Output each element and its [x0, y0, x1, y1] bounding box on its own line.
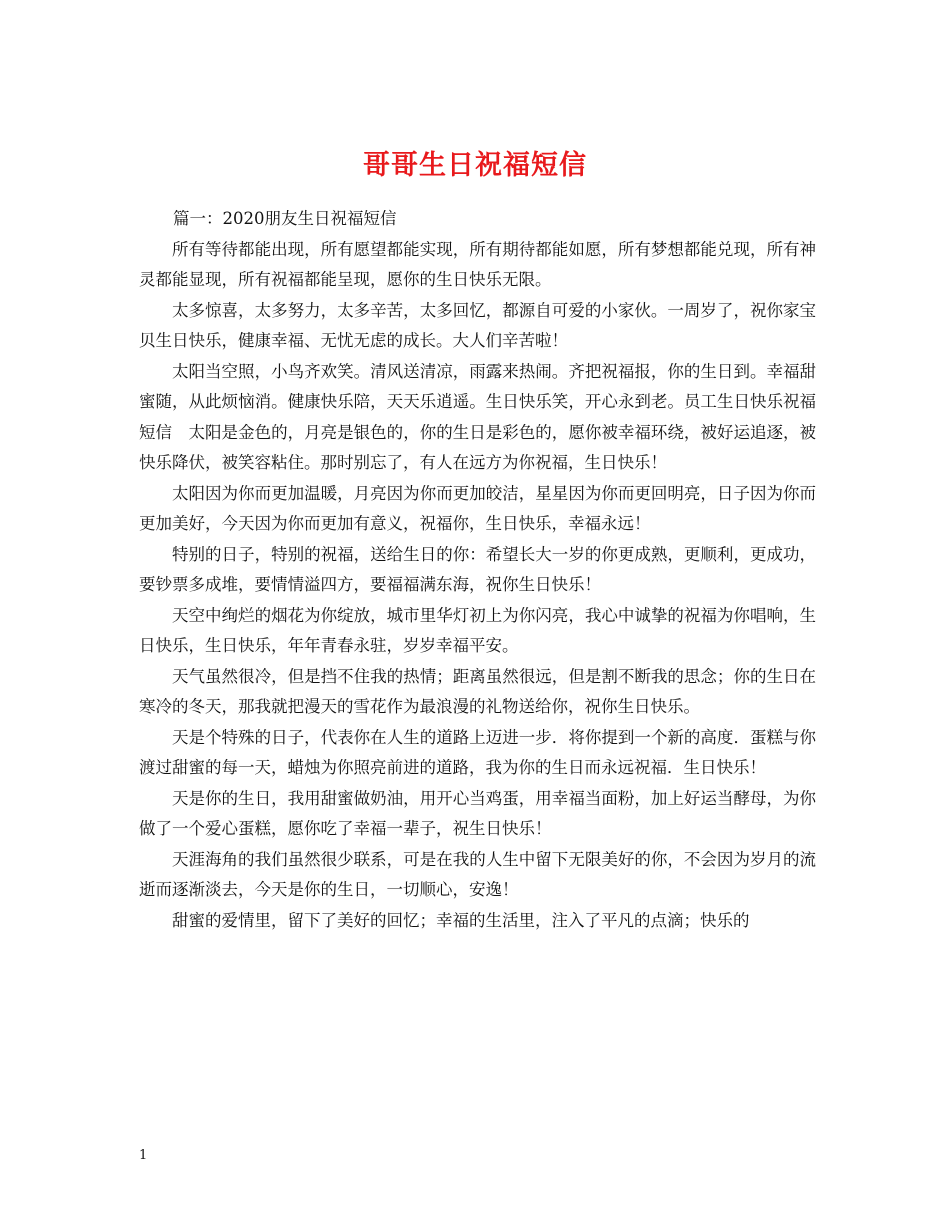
- document-title: 哥哥生日祝福短信: [363, 150, 587, 182]
- paragraph-3: 太阳当空照，小鸟齐欢笑。清风送清凉，雨露来热闹。齐把祝福报，你的生日到。幸福甜蜜随，从此烦恼消。健康快乐陪，天天乐逍遥。生日快乐笑，开心永到老。员工生日快乐祝福短信 太阳是金色的，月亮是银色的，你的生日是彩色的，愿你被幸福环绕，被好运追逐，被快乐降伏，被笑容粘住。那时别忘了，有人在远方为你祝福，生日快乐！: [139, 361, 816, 472]
- paragraph-1: 所有等待都能出现，所有愿望都能实现，所有期待都能如愿，所有梦想都能兑现，所有神灵都能显现，所有祝福都能呈现，愿你的生日快乐无限。: [139, 239, 816, 289]
- paragraph-2: 太多惊喜，太多努力，太多辛苦，太多回忆，都源自可爱的小家伙。一周岁了，祝你家宝贝生日快乐，健康幸福、无忧无虑的成长。大人们辛苦啦！: [139, 300, 816, 350]
- page-number: 1: [139, 1148, 148, 1163]
- paragraph-4: 太阳因为你而更加温暖，月亮因为你而更加皎洁，星星因为你而更回明亮，日子因为你而更加美好，今天因为你而更加有意义，祝福你，生日快乐，幸福永远！: [139, 483, 816, 533]
- paragraph-8: 天是个特殊的日子，代表你在人生的道路上迈进一步．将你提到一个新的高度．蛋糕与你渡过甜蜜的每一天，蜡烛为你照亮前进的道路，我为你的生日而永远祝福．生日快乐！: [139, 727, 816, 777]
- paragraph-5: 特别的日子，特别的祝福，送给生日的你：希望长大一岁的你更成熟，更顺利，更成功，要钞票多成堆，要情情溢四方，要福福满东海，祝你生日快乐！: [139, 544, 816, 594]
- paragraph-10: 天涯海角的我们虽然很少联系，可是在我的人生中留下无限美好的你，不会因为岁月的流逝而逐渐淡去，今天是你的生日，一切顺心，安逸！: [139, 849, 816, 899]
- paragraph-9: 天是你的生日，我用甜蜜做奶油，用开心当鸡蛋，用幸福当面粉，加上好运当酵母，为你做了一个爱心蛋糕，愿你吃了幸福一辈子，祝生日快乐！: [139, 788, 816, 838]
- paragraph-7: 天气虽然很冷，但是挡不住我的热情；距离虽然很远，但是割不断我的思念；你的生日在寒冷的冬天，那我就把漫天的雪花作为最浪漫的礼物送给你，祝你生日快乐。: [139, 666, 816, 716]
- paragraph-6: 天空中绚烂的烟花为你绽放，城市里华灯初上为你闪亮，我心中诚挚的祝福为你唱响，生日快乐，生日快乐，年年青春永驻，岁岁幸福平安。: [139, 605, 816, 655]
- document-body: [139, 204, 816, 936]
- section-heading: 篇一：2020朋友生日祝福短信: [173, 209, 397, 228]
- paragraph-11: 甜蜜的爱情里，留下了美好的回忆；幸福的生活里，注入了平凡的点滴；快乐的: [172, 910, 750, 930]
